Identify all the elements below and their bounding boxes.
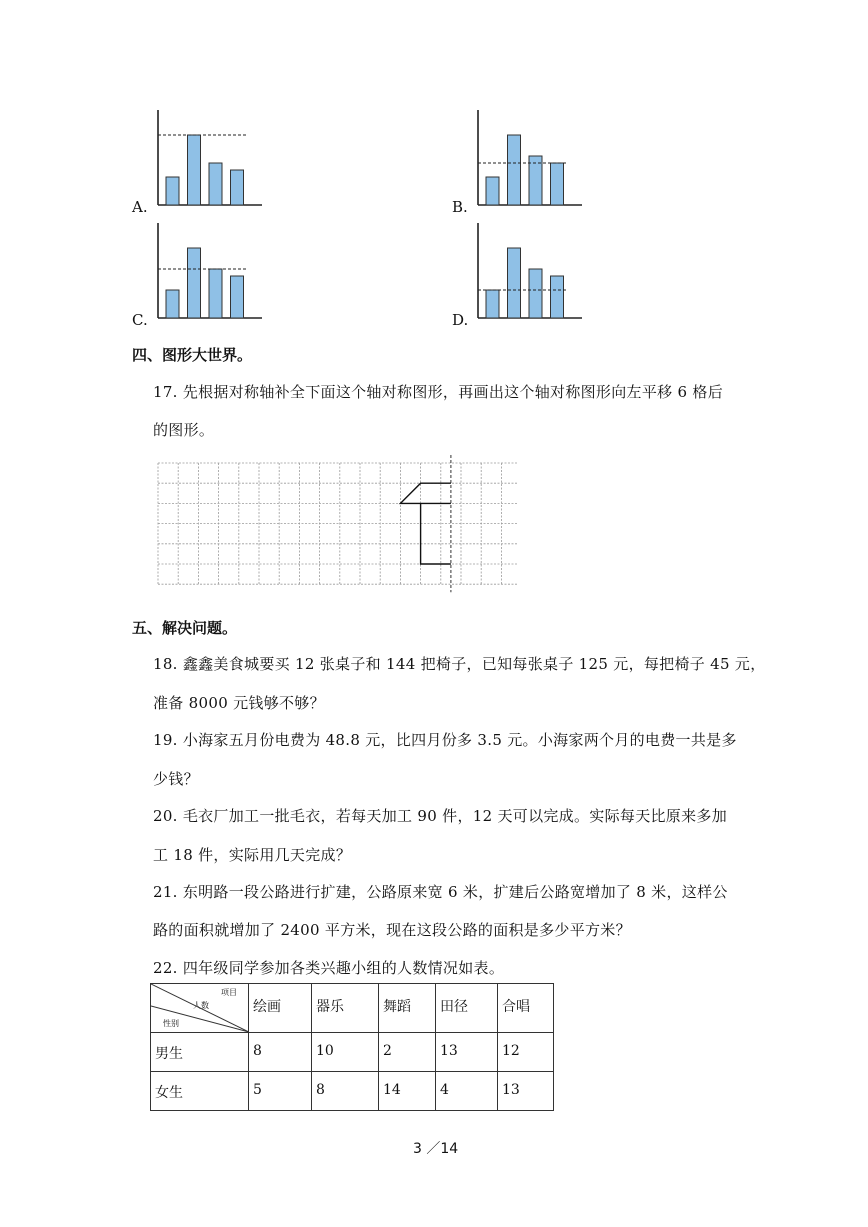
question-18-line1: 18. 鑫鑫美食城要买 12 张桌子和 144 把椅子，已知每张桌子 125 元，每把椅子 45 元，: [153, 655, 766, 673]
diag-label-gender: 性别: [163, 1019, 179, 1028]
chart-bar: [508, 135, 521, 205]
choice-c-chart: [152, 221, 264, 323]
question-18-line2: 准备 8000 元钱够不够？: [153, 694, 325, 712]
chart-bar: [231, 276, 244, 318]
question-22-line1: 22. 四年级同学参加各类兴趣小组的人数情况如表。: [153, 959, 505, 977]
table-cell: 5: [249, 1072, 312, 1111]
chart-bar: [209, 163, 222, 205]
question-21-line1: 21. 东明路一段公路进行扩建，公路原来宽 6 米，扩建后公路宽增加了 8 米，这样公: [153, 883, 728, 901]
diag-label-item: 项目: [221, 988, 237, 997]
table-cell: 2: [379, 1033, 436, 1072]
half-figure-body: [421, 503, 451, 564]
question-17-line1: 17. 先根据对称轴补全下面这个轴对称图形，再画出这个轴对称图形向左平移 6 格后: [153, 383, 724, 401]
section-4-heading: 四、图形大世界。: [132, 346, 253, 364]
chart-bar: [508, 248, 521, 318]
chart-bar: [209, 269, 222, 318]
question-20-line2: 工 18 件，实际用几天完成？: [153, 846, 352, 864]
table-cell: 4: [436, 1072, 498, 1111]
table-cell: 8: [249, 1033, 312, 1072]
choice-d-letter: D.: [452, 311, 469, 329]
table-cell: 10: [312, 1033, 379, 1072]
question-21-line2: 路的面积就增加了 2400 平方米，现在这段公路的面积是多少平方米？: [153, 921, 631, 939]
chart-bar: [529, 269, 542, 318]
choice-c-letter: C.: [132, 311, 148, 329]
choice-b-chart: [472, 108, 584, 210]
table-header-row: [151, 984, 554, 1033]
table-cell: 14: [379, 1072, 436, 1111]
table-cell: 8: [312, 1072, 379, 1111]
table-header-cell: 绘画: [249, 984, 312, 1033]
chart-bar: [188, 135, 201, 205]
section-5-heading: 五、解决问题。: [132, 619, 238, 637]
chart-bar: [188, 248, 201, 318]
table-header-cell: 器乐: [312, 984, 379, 1033]
table-diagonal-header: [151, 984, 249, 1033]
table-row-label: 男生: [151, 1033, 249, 1072]
table-header-cell: 合唱: [498, 984, 554, 1033]
chart-bar: [166, 290, 179, 318]
choice-d-chart: [472, 221, 584, 323]
table-row: [151, 1072, 554, 1111]
question-19-line1: 19. 小海家五月份电费为 48.8 元，比四月份多 3.5 元。小海家两个月的电费一共是多: [153, 731, 737, 749]
chart-bar: [551, 163, 564, 205]
chart-bar: [231, 170, 244, 205]
diag-label-count: 人数: [193, 1001, 209, 1010]
question-19-line2: 少钱？: [153, 770, 199, 788]
choice-a-chart: [152, 108, 264, 210]
choice-b-letter: B.: [452, 198, 468, 216]
page-number: 3 ／14: [413, 1141, 459, 1157]
chart-bar: [166, 177, 179, 205]
question-20-line1: 20. 毛衣厂加工一批毛衣，若每天加工 90 件，12 天可以完成。实际每天比原来多加: [153, 807, 728, 825]
chart-bar: [486, 177, 499, 205]
half-figure-top: [400, 483, 451, 503]
table-header-cell: 舞蹈: [379, 984, 436, 1033]
symmetry-grid-figure: [150, 455, 518, 605]
table-header-cell: 田径: [436, 984, 498, 1033]
chart-bar: [486, 290, 499, 318]
table-row: [151, 1033, 554, 1072]
table-cell: 13: [436, 1033, 498, 1072]
question-17-line2: 的图形。: [153, 421, 215, 439]
table-cell: 13: [498, 1072, 554, 1111]
table-cell: 12: [498, 1033, 554, 1072]
choice-a-letter: A.: [132, 198, 148, 216]
table-row-label: 女生: [151, 1072, 249, 1111]
chart-bar: [551, 276, 564, 318]
interest-group-table: [150, 983, 554, 1111]
